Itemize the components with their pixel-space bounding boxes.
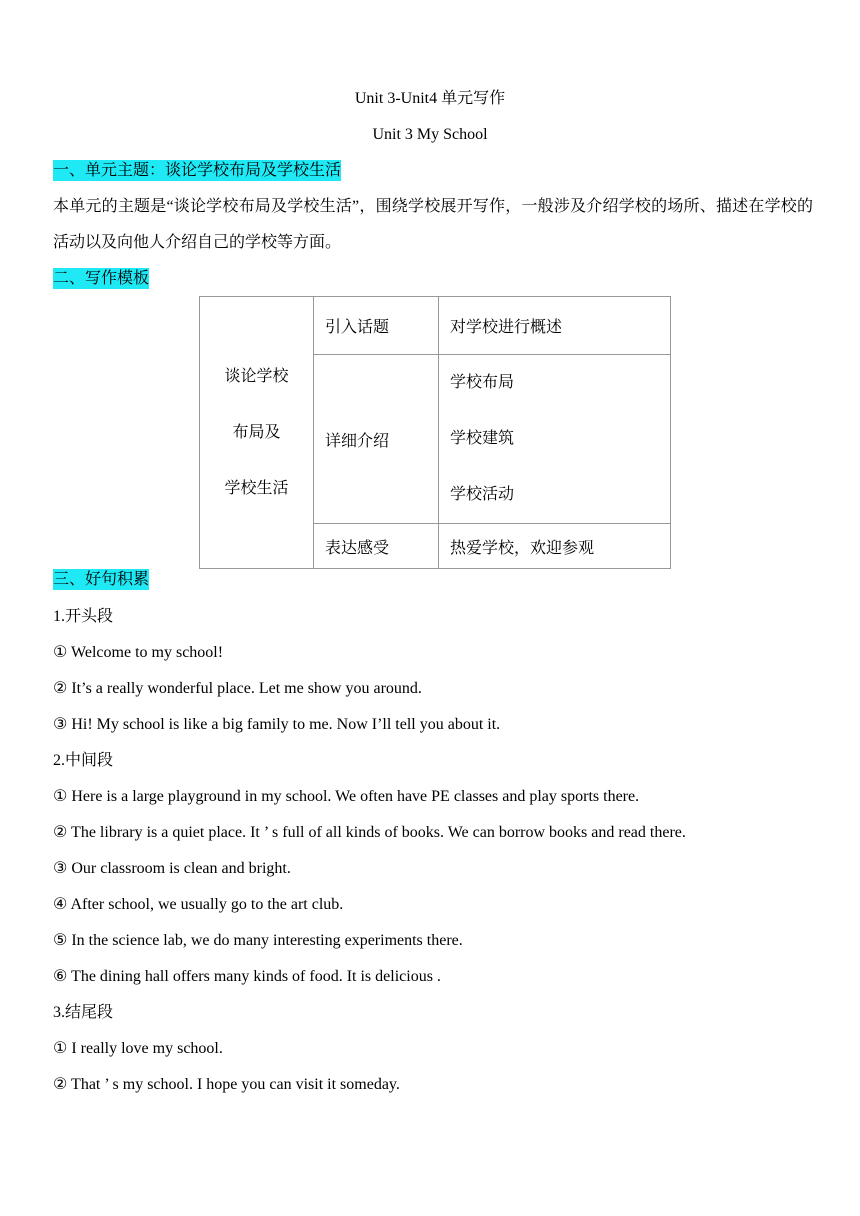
topic-line: 布局及 xyxy=(232,423,281,441)
content-cell xyxy=(439,355,671,524)
sentence-item: ③ Our classroom is clean and bright. xyxy=(53,860,291,877)
stage-cell: 引入话题 xyxy=(314,297,439,355)
section-heading-sentences-text: 三、好句积累 xyxy=(53,571,150,588)
content-cell: 热爱学校，欢迎参观 xyxy=(439,524,671,569)
section-heading-template-text: 二、写作模板 xyxy=(53,270,150,287)
sentence-item: ⑥ The dining hall offers many kinds of food. It is delicious . xyxy=(53,968,441,985)
content-line: 学校建筑 xyxy=(450,430,515,447)
group-label-opening: 1.开头段 xyxy=(53,608,114,625)
content-line: 学校活动 xyxy=(450,486,515,503)
document-title: Unit 3-Unit4 单元写作 xyxy=(354,90,506,107)
sentence-item: ① Here is a large playground in my school. We often have PE classes and play sports there. xyxy=(53,788,640,805)
topic-cell xyxy=(200,297,314,569)
table-row xyxy=(200,297,671,355)
sentence-item: ④ After school, we usually go to the art club. xyxy=(53,896,344,913)
stage-cell: 表达感受 xyxy=(314,524,439,569)
topic-line: 谈论学校 xyxy=(224,367,289,385)
writing-template-table xyxy=(199,296,671,569)
sentence-item: ② It’s a really wonderful place. Let me show you around. xyxy=(53,680,422,697)
sentence-item: ② The library is a quiet place. It ’ s full of all kinds of books. We can borrow books and read there. xyxy=(53,824,686,841)
section-heading-theme-text: 一、单元主题：谈论学校布局及学校生活 xyxy=(53,162,342,179)
section-heading-sentences xyxy=(53,569,149,591)
sentence-item: ① Welcome to my school! xyxy=(53,644,224,661)
section-heading-template xyxy=(53,268,149,290)
sentence-item: ② That ’ s my school. I hope you can visit it someday. xyxy=(53,1076,400,1093)
sentence-item: ① I really love my school. xyxy=(53,1040,223,1057)
sentence-item: ⑤ In the science lab, we do many interesting experiments there. xyxy=(53,932,463,949)
content-line: 学校布局 xyxy=(450,374,515,391)
section-heading-theme xyxy=(53,160,341,182)
group-label-closing: 3.结尾段 xyxy=(53,1004,114,1021)
content-cell: 对学校进行概述 xyxy=(439,297,671,355)
stage-cell: 详细介绍 xyxy=(314,355,439,524)
group-label-middle: 2.中间段 xyxy=(53,752,114,769)
topic-line: 学校生活 xyxy=(224,479,289,497)
sentence-item: ③ Hi! My school is like a big family to me. Now I’ll tell you about it. xyxy=(53,716,501,733)
document-subtitle: Unit 3 My School xyxy=(372,126,488,143)
theme-paragraph: 本单元的主题是“谈论学校布局及学校生活”，围绕学校展开写作，一般涉及介绍学校的场所、描述在学校的活动以及向他人介绍自己的学校等方面。 xyxy=(53,198,813,251)
